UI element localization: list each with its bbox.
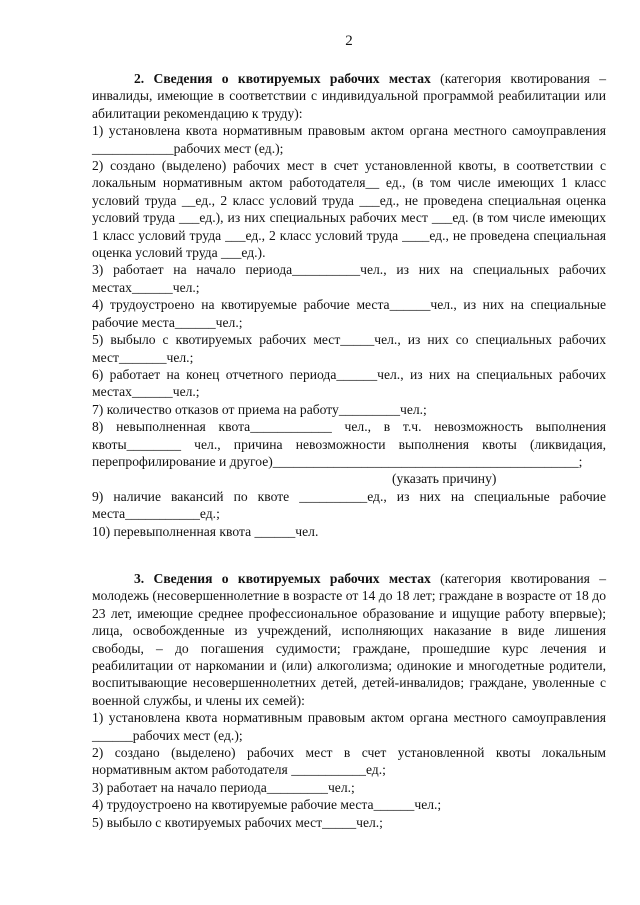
- section-2-heading: 2. Сведения о квотируемых рабочих местах: [134, 71, 431, 86]
- section-2-item-1: 1) установлена квота нормативным правовым актом органа местного самоуправления ____________рабочих мест (ед.);: [92, 123, 606, 156]
- section-2-item-9: 9) наличие вакансий по квоте __________ед., из них на специальные рабочие места___________ед.;: [92, 488, 606, 522]
- section-2-item-6: 6) работает на конец отчетного периода______чел., из них на специальных рабочих местах______чел.;: [92, 366, 606, 400]
- section-3-item-3: 3) работает на начало периода_________чел.;: [92, 779, 355, 795]
- section-gap: [92, 540, 606, 570]
- section-3-item-4: 4) трудоустроено на квотируемые рабочие места______чел.;: [92, 797, 442, 813]
- section-3-item-2: 2) создано (выделено) рабочих мест в счет установленной квоты локальным нормативным актом работодателя ___________ед.;: [92, 745, 606, 778]
- section-2-item-4: 4) трудоустроено на квотируемые рабочие места______чел., из них на специальные рабочие места______чел.;: [92, 297, 606, 330]
- section-2-item-10: 10) перевыполненная квота ______чел.: [92, 523, 319, 539]
- page-number: 2: [345, 33, 353, 49]
- section-2-heading-paragraph: [92, 70, 606, 122]
- section-3-heading-rest: (категория квотирования – молодежь (несовершеннолетние в возрасте от 14 до 18 лет; граждане в возрасте от 18 до 23 лет, имеющие среднее профессиональное образование и ищущие работу впервые); лица, освобожденные из учреждений, исполняющих наказание в виде лишения свободы, – до погашения судимости; граждане, прошедшие курс лечения и реабилитации от наркомании и (или) алкоголизма; одинокие и многодетные родители, воспитывающие несовершеннолетних детей, детей-инвалидов; граждане, уволенные с военной службы, и члены их семей):: [92, 570, 606, 708]
- section-3-heading-paragraph: [92, 570, 606, 709]
- section-2-heading-rest: (категория квотирования – инвалиды, имеющие в соответствии с индивидуальной программой реабилитации или абилитации рекомендацию к труду):: [92, 71, 606, 121]
- section-2-item-3: 3) работает на начало периода__________чел., из них на специальных рабочих местах______чел.;: [92, 262, 606, 295]
- section-3-item-1: 1) установлена квота нормативным правовым актом органа местного самоуправления ______рабочих мест (ед.);: [92, 710, 606, 743]
- section-2: [92, 70, 606, 540]
- section-3-heading: 3. Сведения о квотируемых рабочих местах: [134, 570, 431, 586]
- section-2-reason-caption: (указать причину): [392, 471, 497, 487]
- section-3-item-5: 5) выбыло с квотируемых рабочих мест_____чел.;: [92, 814, 383, 830]
- section-2-item-5: 5) выбыло с квотируемых рабочих мест_____чел., из них со специальных рабочих мест_______чел.;: [92, 332, 606, 365]
- section-2-item-8: 8) невыполненная квота____________ чел., в т.ч. невозможность выполнения квоты________ чел., причина невозможности выполнения квоты (ликвидация, перепрофилирование и другое)_____________________________________________;: [92, 419, 606, 469]
- section-3: [92, 570, 606, 831]
- section-2-item-2: 2) создано (выделено) рабочих мест в счет установленной квоты, в соответствии с локальным нормативным актом работодателя__ ед., (в том числе имеющих 1 класс условий труда __ед., 2 класс условий труда ___ед., не проведена специальная оценка условий труда ___ед.), из них специальных рабочих мест ___ед. (в том числе имеющих 1 класс условий труда ___ед., 2 класс условий труда ____ед., не проведена специальная оценка условий труда ___ед.).: [92, 158, 606, 261]
- section-2-item-7: 7) количество отказов от приема на работу_________чел.;: [92, 401, 427, 417]
